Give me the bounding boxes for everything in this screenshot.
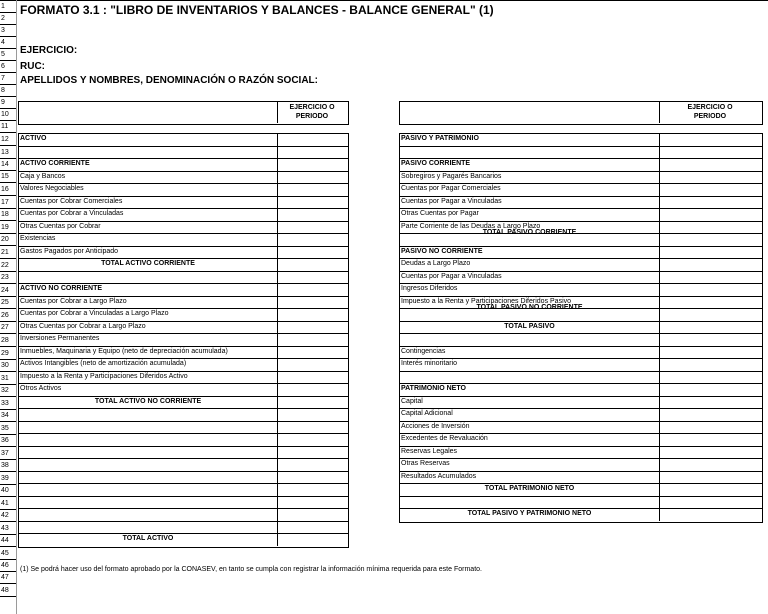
row-number: 26 [1, 312, 9, 319]
right-table-column-header-line1: EJERCICIO O [687, 104, 733, 111]
right-table-row-value[interactable] [660, 333, 760, 345]
left-table-row-label: Inversiones Permanentes [20, 335, 100, 342]
left-table-row-label: TOTAL ACTIVO NO CORRIENTE [94, 397, 202, 405]
left-table-row-label: Existencias [20, 235, 56, 242]
row-number: 33 [1, 400, 9, 407]
row-number: 30 [1, 362, 9, 369]
left-table-row-value[interactable] [278, 283, 346, 295]
right-table-row-label: PASIVO CORRIENTE [401, 160, 471, 167]
row-number-divider [0, 182, 16, 183]
right-table-row-label: Parte Corriente de las Deudas a Largo Plazo [401, 222, 541, 230]
left-table-row-value[interactable] [278, 246, 346, 258]
row-number: 37 [1, 450, 9, 457]
ejercicio-label: EJERCICIO: [20, 45, 78, 56]
right-table-row-total-label: TOTAL PASIVO CORRIENTE [482, 228, 577, 236]
left-table-row-label: Caja y Bancos [20, 172, 66, 180]
row-number-divider [0, 283, 16, 284]
row-number: 42 [1, 512, 9, 519]
row-number: 40 [1, 487, 9, 494]
row-number: 25 [1, 299, 9, 306]
left-table-row-value[interactable] [278, 233, 346, 245]
right-table-row-value[interactable] [660, 496, 760, 508]
left-table-row-label: Cuentas por Cobrar a Largo Plazo [20, 297, 127, 305]
right-table-row-label: Contingencias [401, 347, 446, 355]
right-table-row-value[interactable] [660, 183, 760, 195]
row-number-divider [0, 396, 16, 397]
right-table-row-label: Ingresos Diferidos [401, 285, 458, 292]
right-table-row-value[interactable] [660, 158, 760, 170]
left-table-row-value[interactable] [278, 433, 346, 445]
left-table-row-label: ACTIVO [20, 135, 47, 142]
right-table-row-value[interactable] [660, 458, 760, 470]
row-number: 23 [1, 274, 9, 281]
row-number: 27 [1, 324, 9, 331]
row-number: 16 [1, 186, 9, 193]
row-number: 9 [1, 99, 5, 106]
right-table-row-label: Capital [401, 397, 423, 405]
left-table-row-value[interactable] [278, 171, 346, 183]
row-number: 1 [1, 3, 5, 10]
row-number-divider [0, 195, 16, 196]
row-number-divider [0, 333, 16, 334]
right-table-row-label: TOTAL PATRIMONIO NETO [484, 485, 575, 492]
right-table-row-value[interactable] [660, 421, 760, 433]
right-table-row-label: Cuentas por Pagar a Vinculadas [401, 272, 502, 280]
left-table-row-value[interactable] [278, 383, 346, 395]
left-table-row-value[interactable] [278, 471, 346, 483]
row-number: 28 [1, 337, 9, 344]
left-table-row-value[interactable] [278, 533, 346, 545]
row-number: 20 [1, 236, 9, 243]
row-number: 4 [1, 39, 5, 46]
left-table-row-value[interactable] [278, 333, 346, 345]
left-table-row-value[interactable] [278, 308, 346, 320]
right-table-row-value[interactable] [660, 433, 760, 445]
left-table-row-value[interactable] [278, 271, 346, 283]
left-table-row-value[interactable] [278, 483, 346, 495]
left-table-row-value[interactable] [278, 258, 346, 270]
row-number-divider [0, 446, 16, 447]
left-table-row-label: Valores Negociables [20, 185, 84, 192]
row-number: 46 [1, 562, 9, 569]
right-table-row-label: Deudas a Largo Plazo [401, 260, 471, 267]
right-table-column-header-line2: PERIODO [693, 113, 727, 120]
row-number: 45 [1, 550, 9, 557]
left-table-row-label: TOTAL ACTIVO CORRIENTE [101, 260, 195, 267]
right-table-row-value[interactable] [660, 358, 760, 370]
right-table-row-label: Capital Adicional [401, 410, 453, 417]
right-table-row-value[interactable] [660, 196, 760, 208]
row-number: 12 [1, 136, 9, 143]
row-number: 21 [1, 249, 9, 256]
left-table-row-value[interactable] [278, 183, 346, 195]
row-number: 31 [1, 375, 9, 382]
right-table-row-label: Cuentas por Pagar a Vinculadas [401, 197, 502, 205]
row-number: 13 [1, 149, 9, 156]
row-number: 39 [1, 475, 9, 482]
left-table-row-value[interactable] [278, 458, 346, 470]
right-table-row-value[interactable] [660, 283, 760, 295]
row-number: 5 [1, 51, 5, 58]
row-number-divider [0, 583, 16, 584]
row-number-divider [0, 471, 16, 472]
right-table-row-value[interactable] [660, 146, 760, 158]
left-table-row-label: ACTIVO CORRIENTE [20, 160, 90, 167]
left-table-row-label: TOTAL ACTIVO [122, 535, 174, 542]
left-table-row-value[interactable] [278, 496, 346, 508]
right-table-row-total-label: TOTAL PASIVO NO CORRIENTE [476, 303, 583, 311]
right-table-row-value[interactable] [660, 371, 760, 383]
row-number-divider [0, 421, 16, 422]
row-number: 14 [1, 161, 9, 168]
right-table-row-label: Reservas Legales [401, 447, 458, 455]
left-table-row-value[interactable] [278, 133, 346, 145]
left-table-row-value[interactable] [278, 408, 346, 420]
row-number-divider [0, 496, 16, 497]
right-table-row-value[interactable] [660, 246, 760, 258]
left-table-row-value[interactable] [278, 208, 346, 220]
row-number: 41 [1, 500, 9, 507]
row-number: 44 [1, 537, 9, 544]
right-table-row-value[interactable] [660, 171, 760, 183]
razon-social-label: APELLIDOS Y NOMBRES, DENOMINACIÓN O RAZÓN SOCIAL: [20, 75, 318, 86]
right-table-row-value[interactable] [660, 396, 760, 408]
row-number: 17 [1, 199, 9, 206]
row-number: 6 [1, 63, 5, 70]
right-table-row-label: Resultados Acumulados [401, 472, 477, 480]
right-table-row-value[interactable] [660, 508, 760, 520]
left-table-row-label: Inmuebles, Maquinaria y Equipo (neto de depreciación acumulada) [20, 347, 228, 355]
left-table-row-value[interactable] [278, 146, 346, 158]
row-number: 18 [1, 211, 9, 218]
right-table-row-label: Sobregiros y Pagarés Bancarios [401, 172, 502, 180]
right-table-row-value[interactable] [660, 233, 760, 245]
row-number: 22 [1, 262, 9, 269]
right-table-row-label: Cuentas por Pagar Comerciales [401, 185, 501, 192]
row-number: 32 [1, 387, 9, 394]
right-table-row-value[interactable] [660, 446, 760, 458]
right-table-row-label: Acciones de Inversión [401, 422, 470, 430]
right-table-row-label: TOTAL PASIVO [504, 322, 555, 330]
row-number-divider [0, 245, 16, 246]
left-table-row-value[interactable] [278, 346, 346, 358]
right-table-row-label: PASIVO Y PATRIMONIO [401, 135, 479, 142]
sheet-top-border [0, 0, 768, 1]
left-table-row-label: Gastos Pagados por Anticipado [20, 247, 119, 255]
row-number: 11 [1, 123, 9, 130]
row-number-divider [0, 371, 16, 372]
row-number-divider [0, 145, 16, 146]
left-table-row-label: Otras Cuentas por Cobrar a Largo Plazo [20, 322, 146, 330]
row-number-divider [0, 596, 16, 597]
row-number: 43 [1, 525, 9, 532]
row-number-divider [0, 546, 16, 547]
right-table-row-value[interactable] [660, 483, 760, 495]
left-table-row-value[interactable] [278, 221, 346, 233]
right-table-row-value[interactable] [660, 133, 760, 145]
left-table-row-value[interactable] [278, 396, 346, 408]
right-table-row-label: Otras Cuentas por Pagar [401, 210, 479, 217]
right-table-row-value[interactable] [660, 271, 760, 283]
left-table-row-value[interactable] [278, 296, 346, 308]
left-table-row-label: ACTIVO NO CORRIENTE [20, 285, 103, 292]
right-table-row-label: Interés minoritario [401, 360, 458, 367]
row-number: 38 [1, 462, 9, 469]
right-table-row-value[interactable] [660, 258, 760, 270]
ruc-label: RUC: [20, 61, 45, 72]
row-number-divider [0, 220, 16, 221]
page-title: FORMATO 3.1 : "LIBRO DE INVENTARIOS Y BALANCES - BALANCE GENERAL" (1) [20, 3, 494, 17]
left-table-row-value[interactable] [278, 521, 346, 533]
left-table-row-value[interactable] [278, 321, 346, 333]
right-table-row-value[interactable] [660, 471, 760, 483]
row-number: 35 [1, 425, 9, 432]
left-table-row-value[interactable] [278, 196, 346, 208]
right-table-row-value[interactable] [660, 208, 760, 220]
right-table-row-value[interactable] [660, 296, 760, 308]
right-table-row-value[interactable] [660, 346, 760, 358]
footnote: (1) Se podrá hacer uso del formato aprobado por la CONASEV, en tanto se cumpla con registrar la información mínima requerida para este Formato. [20, 566, 482, 573]
right-table-row-label: TOTAL PASIVO Y PATRIMONIO NETO [467, 510, 592, 517]
row-number: 19 [1, 224, 9, 231]
left-table-row-value[interactable] [278, 446, 346, 458]
row-number: 7 [1, 75, 5, 82]
right-table-row-label: Excedentes de Revaluación [401, 435, 488, 442]
left-table-row-value[interactable] [278, 421, 346, 433]
row-number: 36 [1, 437, 9, 444]
row-number: 48 [1, 587, 9, 594]
row-number-divider [0, 258, 16, 259]
left-table-row-label: Impuesto a la Renta y Participaciones Diferidos Activo [20, 372, 188, 380]
right-table-row-value[interactable] [660, 221, 760, 233]
right-table-row-label: Impuesto a la Renta y Participaciones Diferidos Pasivo [401, 297, 572, 305]
row-number-divider [0, 346, 16, 347]
row-number: 34 [1, 412, 9, 419]
row-number: 3 [1, 27, 5, 34]
left-table-row-label: Activos Intangibles (neto de amortización acumulada) [20, 360, 187, 367]
row-number: 10 [1, 111, 9, 118]
row-number: 24 [1, 287, 9, 294]
left-table-column-header-line1: EJERCICIO O [289, 104, 335, 111]
row-number-divider [0, 521, 16, 522]
left-table-row-label: Cuentas por Cobrar a Vinculadas [20, 210, 124, 217]
left-table-row-value[interactable] [278, 508, 346, 520]
right-table-row-value[interactable] [660, 321, 760, 333]
row-number-divider [0, 132, 16, 133]
right-table-row-label: PASIVO NO CORRIENTE [401, 247, 483, 255]
row-number: 29 [1, 350, 9, 357]
row-number: 2 [1, 15, 5, 22]
left-table-row-value[interactable] [278, 358, 346, 370]
row-number-gutter [16, 0, 17, 614]
left-table-row-value[interactable] [278, 371, 346, 383]
row-number: 15 [1, 173, 9, 180]
right-table-row-value[interactable] [660, 408, 760, 420]
right-table-row-label: PATRIMONIO NETO [401, 385, 466, 392]
right-table-row-value[interactable] [660, 308, 760, 320]
right-table-row-label: Otras Reservas [401, 460, 450, 467]
row-number: 8 [1, 87, 5, 94]
left-table-row-label: Otros Activos [20, 385, 62, 392]
left-table-column-header-line2: PERIODO [295, 113, 329, 120]
row-number-divider [0, 308, 16, 309]
left-table-row-label: Cuentas por Cobrar a Vinculadas a Largo Plazo [20, 310, 169, 317]
right-table-row-value[interactable] [660, 383, 760, 395]
left-table-row-value[interactable] [278, 158, 346, 170]
left-table-row-label: Otras Cuentas por Cobrar [20, 222, 101, 230]
left-table-row-label: Cuentas por Cobrar Comerciales [20, 197, 123, 205]
row-number: 47 [1, 574, 9, 581]
